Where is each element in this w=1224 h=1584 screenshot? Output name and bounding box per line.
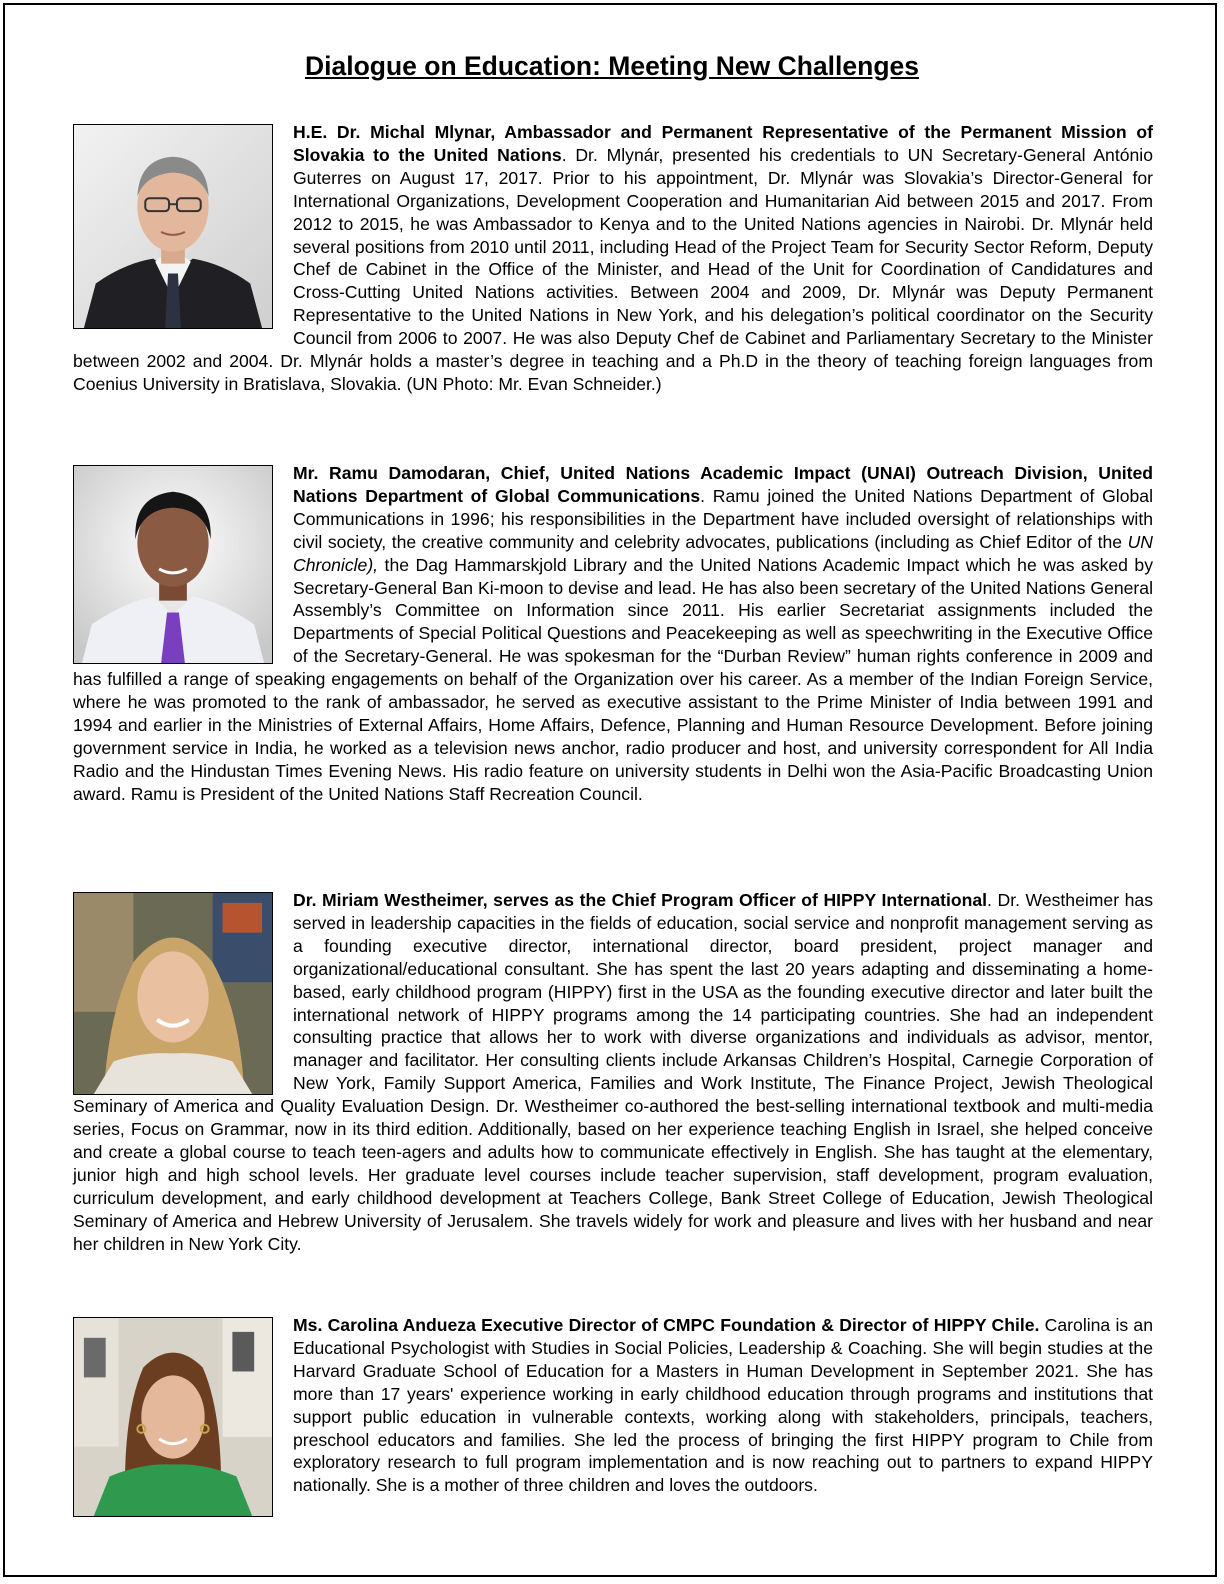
bio-name-heading: Mr. Ramu Damodaran, Chief, United Nations Academic Impact (UNAI) Outreach Division, United Nations Department of Global Communications	[293, 463, 1153, 506]
bio-name-heading: Dr. Miriam Westheimer, serves as the Chief Program Officer of HIPPY International	[293, 890, 988, 910]
portrait-photo-andueza	[73, 1317, 273, 1517]
page-title: Dialogue on Education: Meeting New Challenges	[305, 51, 919, 81]
bio-carolina-andueza	[73, 1314, 1153, 1517]
bio-miriam-westheimer	[73, 889, 1153, 1256]
document-page	[3, 3, 1217, 1577]
bio-michal-mlynar	[73, 121, 1153, 396]
publication-title: UN Chronicle),	[293, 531, 1153, 575]
bio-ramu-damodaran	[73, 462, 1153, 806]
bio-text: . Dr. Mlynár, presented his credentials to UN Secretary-General António Guterres on August 17, 2017. Prior to his appointment, Dr. Mlynár was Slovakia’s Director-General for International Organizations, Development Cooperation and Humanitarian Aid between 2015 and 2017. From 2012 to 2015, he was Ambassador to Kenya and to the United Nations agencies in Nairobi. Dr. Mlynár held several positions from 2010 until 2011, including Head of the Project Team for Security Sector Reform, Deputy Chef de Cabinet in the Office of the Minister, and Head of the Unit for Coordination of Candidatures and Cross-Cutting United Nations activities. Between 2004 and 2009, Dr. Mlynár was Deputy Permanent Representative to the United Nations in New York, and his delegation’s political coordinator on the Security Council from 2006 to 2007. He was also Deputy Chef de Cabinet and Parliamentary Secretary to the Minister between 2002 and 2004. Dr. Mlynár holds a master’s degree in teaching and a Ph.D in the theory of teaching foreign languages from Coenius University in Bratislava, Slovakia. (UN Photo: Mr. Evan Schneider.)	[73, 144, 1153, 394]
bio-text-continued: the Dag Hammarskjold Library and the United Nations Academic Impact which he was asked by Secretary-General Ban Ki-moon to devise and lead. He has also been secretary of the United Nations General Assembly’s Committee on Information since 2011. His earlier Secretariat assignments included the Departments of Special Political Questions and Peacekeeping as well as speechwriting in the Executive Office of the Secretary-General. He was spokesman for the “Durban Review” human rights conference in 2009 and has fulfilled a range of speaking engagements on behalf of the Organization over his career. As a member of the Indian Foreign Service, where he was promoted to the rank of ambassador, he served as executive assistant to the Prime Minister of India between 1991 and 1994 and earlier in the Ministries of External Affairs, Home Affairs, Defence, Planning and Human Resource Development. Before joining government service in India, he worked as a television news anchor, radio producer and host, and university correspondent for All India Radio and the Hindustan Times Evening News. His radio feature on university students in Delhi won the Asia-Pacific Broadcasting Union award. Ramu is President of the United Nations Staff Recreation Council.	[73, 554, 1153, 804]
bio-name-heading: H.E. Dr. Michal Mlynar, Ambassador and Permanent Representative of the Permanent Mission of Slovakia to the United Nations	[293, 122, 1153, 165]
bio-name-heading: Ms. Carolina Andueza Executive Director of CMPC Foundation & Director of HIPPY Chile.	[293, 1315, 1040, 1335]
bio-text: . Ramu joined the United Nations Department of Global Communications in 1996; his responsibilities in the Department have included oversight of relationships with civil society, the creative community and celebrity advocates, publications (including as Chief Editor of the	[293, 485, 1153, 552]
portrait-photo-westheimer	[73, 892, 273, 1095]
portrait-photo-mlynar	[73, 124, 273, 329]
portrait-photo-damodaran	[73, 465, 273, 664]
bio-text: Carolina is an Educational Psychologist with Studies in Social Policies, Leadership & Coaching. She will begin studies at the Harvard Graduate School of Education for a Masters in Human Development in September 2021. She has more than 17 years' experience working in early childhood education through programs and institutions that support public education in vulnerable contexts, working along with stakeholders, principals, teachers, preschool educators and families. She led the process of bringing the first HIPPY program to Chile from exploratory research to full program implementation and is now reaching out to partners to expand HIPPY nationally. She is a mother of three children and loves the outdoors.	[293, 1315, 1153, 1496]
bio-text: . Dr. Westheimer has served in leadership capacities in the fields of education, social service and nonprofit management serving as a founding executive director, international director, board president, project manager and organizational/educational consultant. She has spent the last 20 years adapting and disseminating a home-based, early childhood program (HIPPY) first in the USA as the founding executive director and later built the international network of HIPPY programs among the 14 participating countries. She had an independent consulting practice that allows her to work with diverse organizations and individuals as advisor, mentor, manager and facilitator. Her consulting clients include Arkansas Children’s Hospital, Carnegie Corporation of New York, Family Support America, Families and Work Institute, The Finance Project, Jewish Theological Seminary of America and Quality Evaluation Design. Dr. Westheimer co-authored the best-selling international textbook and multi-media series, Focus on Grammar, now in its third edition. Additionally, based on her experience teaching English in Israel, she helped conceive and create a global course to teach teen-agers and adults how to communicate effectively in English. She has taught at the elementary, junior high and high school levels. Her graduate level courses include teacher supervision, staff development, program evaluation, curriculum development, and early childhood development at Teachers College, Bank Street College of Education, Jewish Theological Seminary of America and Hebrew University of Jerusalem. She travels widely for work and pleasure and lives with her husband and near her children in New York City.	[73, 890, 1153, 1254]
